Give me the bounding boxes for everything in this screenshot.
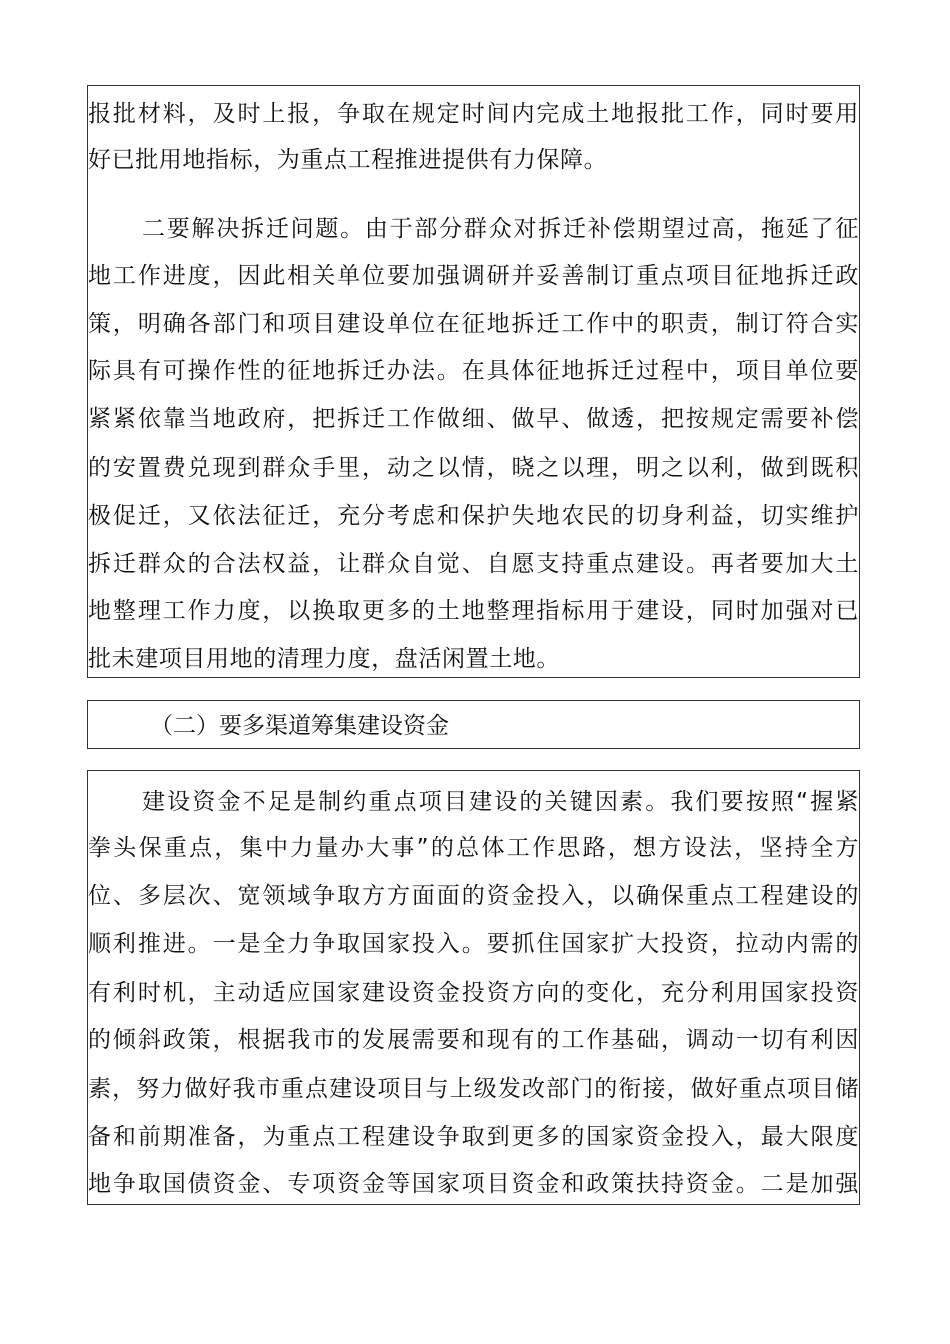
text-frame-1: [87, 85, 860, 678]
body-text-line: 拆迁群众的合法权益，让群众自觉、自愿支持重点建设。再者要加大土: [88, 551, 861, 577]
body-text-line: 顺利推进。一是全力争取国家投入。要抓住国家扩大投资，拉动内需的: [88, 931, 861, 957]
body-text-line: 拳头保重点，集中力量办大事”的总体工作思路，想方设法，坚持全方: [88, 835, 861, 861]
body-text-line: 素，努力做好我市重点建设项目与上级发改部门的衔接，做好重点项目储: [88, 1076, 860, 1102]
body-text-line: 际具有可操作性的征地拆迁办法。在具体征地拆迁过程中，项目单位要: [88, 358, 861, 384]
body-text-line: 二要解决拆迁问题。由于部分群众对拆迁补偿期望过高，拖延了征: [142, 216, 861, 242]
text-frame-2: [87, 770, 860, 1205]
body-text-line: 有利时机，主动适应国家建设资金投资方向的变化，充分利用国家投资: [88, 980, 861, 1006]
body-text-line: 批未建项目用地的清理力度，盘活闲置土地。: [88, 646, 560, 672]
section-heading: （二）要多渠道筹集建设资金: [150, 713, 449, 739]
body-text-line: 策，明确各部门和项目建设单位在征地拆迁工作中的职责，制订符合实: [88, 311, 861, 337]
body-text-line: 地工作进度，因此相关单位要加强调研并妥善制订重点项目征地拆迁政: [88, 263, 861, 289]
body-text-line: 好已批用地指标，为重点工程推进提供有力保障。: [88, 147, 608, 173]
body-text-line: 备和前期准备，为重点工程建设争取到更多的国家资金投入，最大限度: [88, 1124, 861, 1150]
body-text-line: 地争取国债资金、专项资金等国家项目资金和政策扶持资金。二是加强: [88, 1171, 861, 1197]
body-text-line: 的倾斜政策，根据我市的发展需要和现有的工作基础，调动一切有利因: [88, 1027, 861, 1053]
body-text-line: 建设资金不足是制约重点项目建设的关键因素。我们要按照“握紧: [142, 789, 861, 815]
body-text-line: 位、多层次、宽领域争取方方面面的资金投入，以确保重点工程建设的: [88, 883, 861, 909]
body-text-line: 极促迁，又依法征迁，充分考虑和保护失地农民的切身利益，切实维护: [88, 503, 861, 529]
body-text-line: 地整理工作力度，以换取更多的土地整理指标用于建设，同时加强对已: [88, 598, 861, 624]
body-text-line: 的安置费兑现到群众手里，动之以情，晓之以理，明之以利，做到既积: [88, 455, 861, 481]
heading-frame: [87, 700, 860, 749]
body-text-line: 紧紧依靠当地政府，把拆迁工作做细、做早、做透，把按规定需要补偿: [88, 406, 861, 432]
body-text-line: 报批材料，及时上报，争取在规定时间内完成土地报批工作，同时要用: [88, 101, 861, 127]
